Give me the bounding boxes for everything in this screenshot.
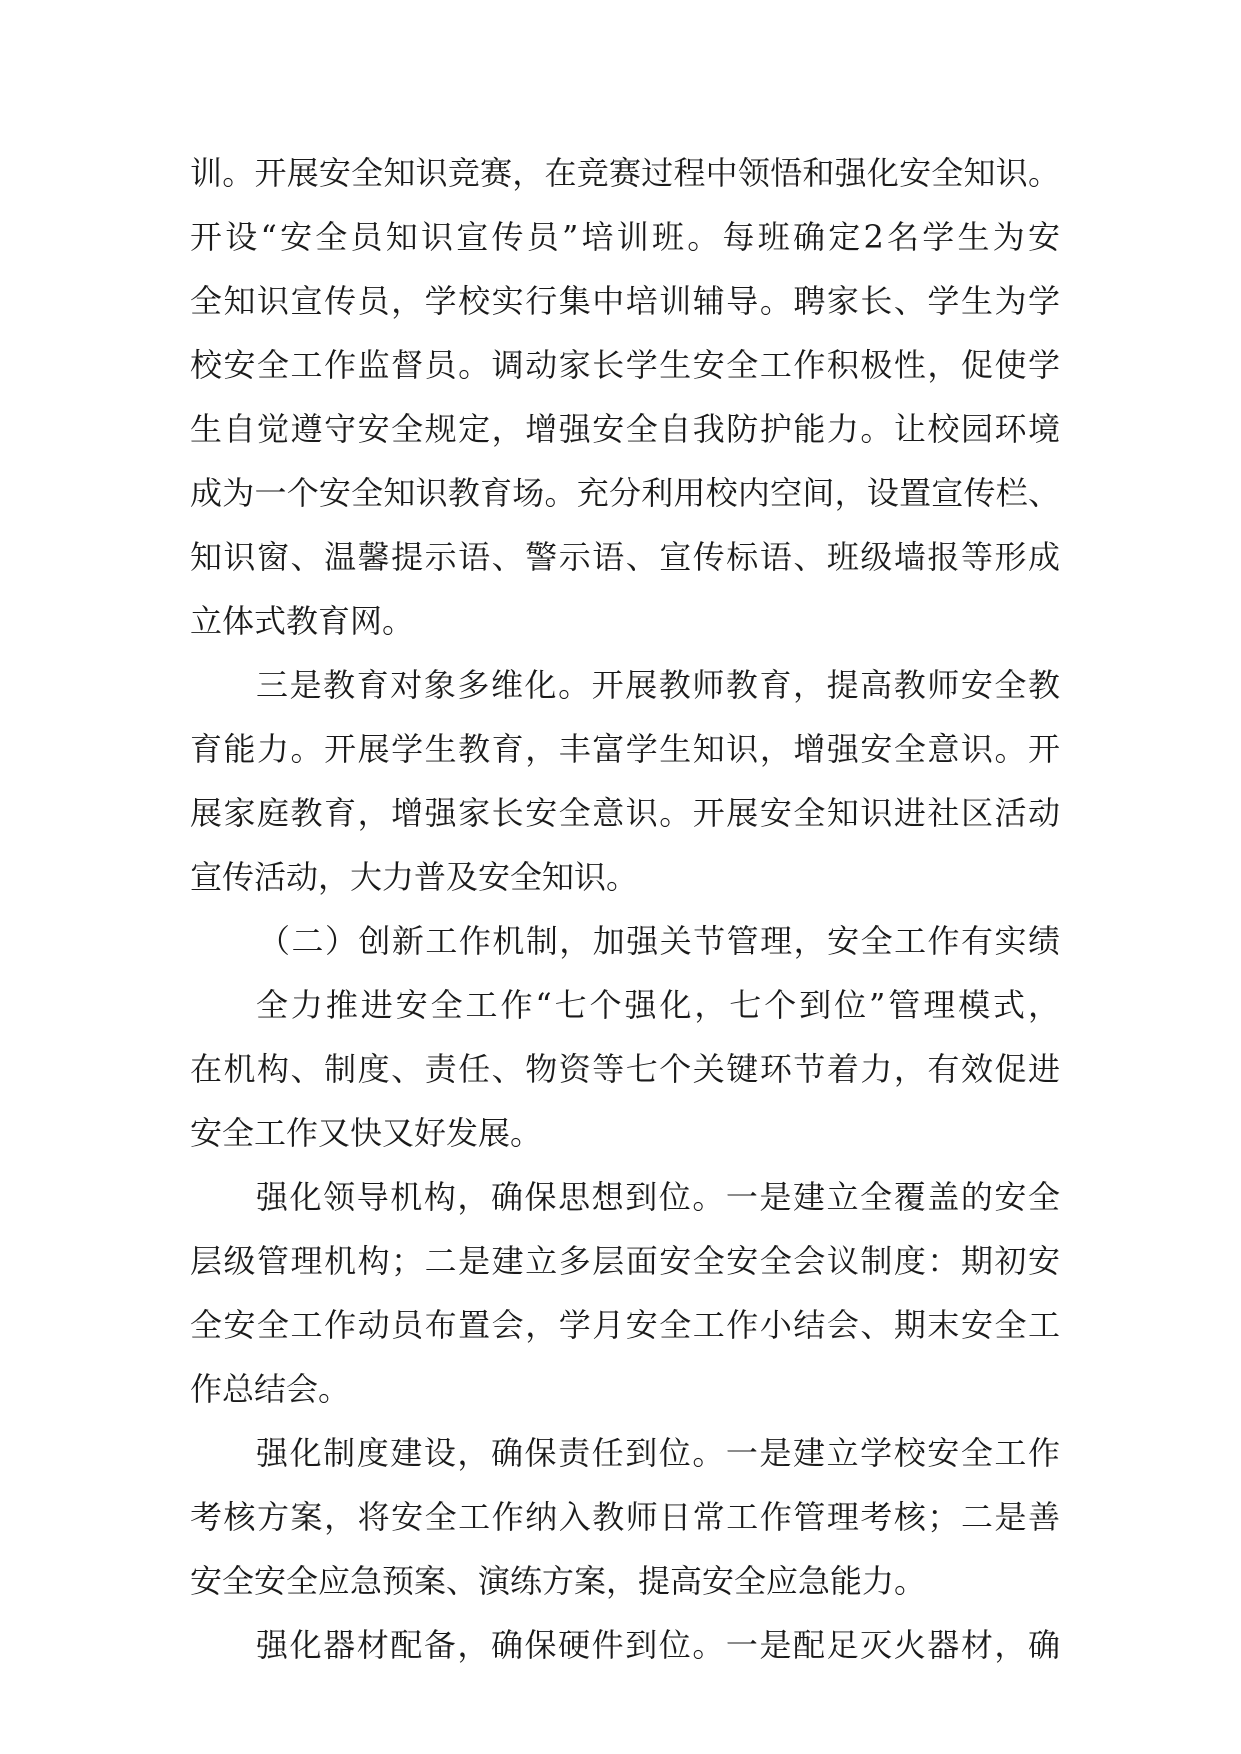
text-line: 知识窗、温馨提示语、警示语、宣传标语、班级墙报等形成: [190, 538, 1060, 576]
text-line: 安全安全应急预案、演练方案，提高安全应急能力。: [190, 1562, 927, 1600]
paragraph-first-line: 三是教育对象多维化。开展教师教育，提高教师安全教: [256, 666, 1060, 704]
text-line: 层级管理机构；二是建立多层面安全安全会议制度：期初安: [190, 1242, 1060, 1280]
text-line: 校安全工作监督员。调动家长学生安全工作积极性，促使学: [190, 346, 1060, 384]
paragraph-first-line: 强化器材配备，确保硬件到位。一是配足灭火器材，确: [256, 1626, 1060, 1664]
text-line: 宣传活动，大力普及安全知识。: [190, 858, 639, 896]
text-line: 育能力。开展学生教育，丰富学生知识，增强安全意识。开: [190, 730, 1060, 768]
text-line: 作总结会。: [190, 1370, 351, 1408]
text-line: 考核方案，将安全工作纳入教师日常工作管理考核；二是善: [190, 1498, 1060, 1536]
text-line: 开设“安全员知识宣传员”培训班。每班确定2名学生为安: [190, 218, 1060, 256]
text-line: 立体式教育网。: [190, 602, 415, 640]
paragraph-first-line: 全力推进安全工作“七个强化，七个到位”管理模式，: [256, 986, 1060, 1024]
text-line: 在机构、制度、责任、物资等七个关键环节着力，有效促进: [190, 1050, 1060, 1088]
text-line: 全知识宣传员，学校实行集中培训辅导。聘家长、学生为学: [190, 282, 1060, 320]
paragraph-first-line: 强化制度建设，确保责任到位。一是建立学校安全工作: [256, 1434, 1060, 1472]
text-line: 成为一个安全知识教育场。充分利用校内空间，设置宣传栏、: [190, 474, 1060, 512]
text-line: 全安全工作动员布置会，学月安全工作小结会、期末安全工: [190, 1306, 1060, 1344]
text-line: 安全工作又快又好发展。: [190, 1114, 543, 1152]
paragraph-first-line: 强化领导机构，确保思想到位。一是建立全覆盖的安全: [256, 1178, 1060, 1216]
section-heading: （二）创新工作机制，加强关节管理，安全工作有实绩: [258, 922, 1060, 960]
text-line: 生自觉遵守安全规定，增强安全自我防护能力。让校园环境: [190, 410, 1060, 448]
text-line: 展家庭教育，增强家长安全意识。开展安全知识进社区活动: [190, 794, 1060, 832]
text-line: 训。开展安全知识竞赛，在竞赛过程中领悟和强化安全知识。: [190, 154, 1060, 192]
